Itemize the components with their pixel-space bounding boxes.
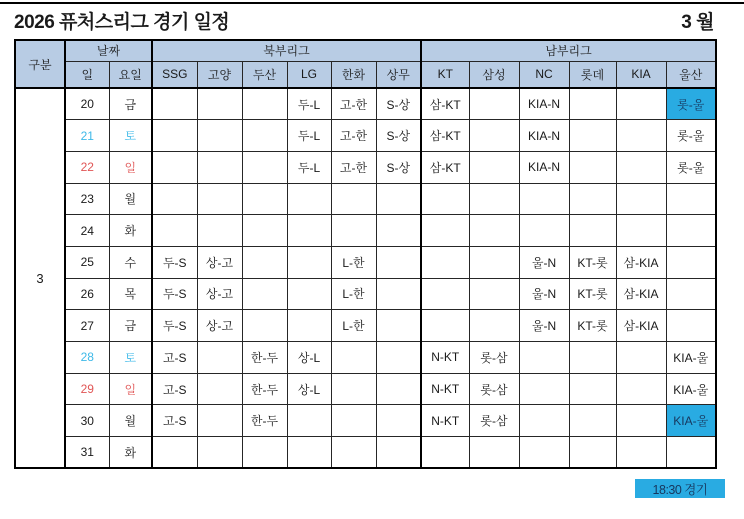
game-cell-SSG <box>152 437 197 469</box>
top-border-line <box>0 2 744 4</box>
game-cell-롯데 <box>569 437 616 469</box>
game-cell-상무 <box>376 278 421 310</box>
game-cell-LG <box>287 183 331 215</box>
game-cell-LG <box>287 278 331 310</box>
game-cell-두산: 한-두 <box>242 373 287 405</box>
game-cell-KT <box>421 437 469 469</box>
game-cell-SSG: 두-S <box>152 246 197 278</box>
day-cell: 26 <box>65 278 109 310</box>
game-cell-LG <box>287 310 331 342</box>
schedule-table-body <box>15 88 716 468</box>
game-cell-한화: L-한 <box>331 278 376 310</box>
game-cell-고양 <box>197 373 242 405</box>
sub-header-team-상무: 상무 <box>376 61 421 88</box>
weekday-cell: 수 <box>109 246 152 278</box>
game-cell-NC: 울-N <box>519 278 569 310</box>
game-cell-KT: 삼-KT <box>421 88 469 120</box>
game-cell-두산: 한-두 <box>242 405 287 437</box>
game-cell-롯데 <box>569 342 616 374</box>
game-cell-삼성: 롯-삼 <box>469 405 519 437</box>
schedule-row-25 <box>15 246 716 278</box>
game-cell-한화 <box>331 342 376 374</box>
game-cell-NC <box>519 183 569 215</box>
game-cell-상무 <box>376 405 421 437</box>
game-cell-LG: 상-L <box>287 342 331 374</box>
schedule-row-23 <box>15 183 716 215</box>
schedule-row-22 <box>15 151 716 183</box>
game-cell-NC: 울-N <box>519 246 569 278</box>
weekday-cell: 월 <box>109 405 152 437</box>
game-cell-롯데 <box>569 373 616 405</box>
game-cell-고양: 상-고 <box>197 246 242 278</box>
game-cell-SSG <box>152 151 197 183</box>
game-cell-KIA <box>616 151 666 183</box>
game-cell-삼성 <box>469 88 519 120</box>
schedule-row-24 <box>15 215 716 247</box>
game-cell-한화 <box>331 373 376 405</box>
day-cell: 28 <box>65 342 109 374</box>
game-cell-SSG: 고-S <box>152 342 197 374</box>
game-cell-고양 <box>197 183 242 215</box>
game-cell-한화: 고-한 <box>331 120 376 152</box>
sub-header-day: 일 <box>65 61 109 88</box>
game-cell-KIA <box>616 405 666 437</box>
day-cell: 25 <box>65 246 109 278</box>
game-cell-KIA: 삼-KIA <box>616 246 666 278</box>
game-cell-한화 <box>331 215 376 247</box>
game-cell-SSG <box>152 215 197 247</box>
game-cell-LG <box>287 215 331 247</box>
game-cell-두산 <box>242 246 287 278</box>
game-cell-NC <box>519 342 569 374</box>
header-gubun: 구분 <box>15 40 65 88</box>
game-cell-KIA <box>616 342 666 374</box>
game-cell-LG <box>287 246 331 278</box>
weekday-cell: 금 <box>109 88 152 120</box>
game-cell-울산: KIA-울 <box>666 342 716 374</box>
game-cell-롯데 <box>569 151 616 183</box>
day-cell: 22 <box>65 151 109 183</box>
header-north-league: 북부리그 <box>152 40 421 61</box>
sub-header-team-한화: 한화 <box>331 61 376 88</box>
day-cell: 23 <box>65 183 109 215</box>
game-cell-NC <box>519 215 569 247</box>
game-cell-두산 <box>242 437 287 469</box>
day-cell: 24 <box>65 215 109 247</box>
game-cell-삼성 <box>469 437 519 469</box>
game-cell-고양 <box>197 405 242 437</box>
game-cell-한화 <box>331 437 376 469</box>
schedule-row-21 <box>15 120 716 152</box>
game-cell-상무: S-상 <box>376 120 421 152</box>
game-cell-KT: 삼-KT <box>421 151 469 183</box>
game-cell-울산 <box>666 310 716 342</box>
game-cell-울산: 롯-울 <box>666 88 716 120</box>
game-cell-두산 <box>242 278 287 310</box>
game-cell-울산: 롯-울 <box>666 151 716 183</box>
schedule-row-29 <box>15 373 716 405</box>
game-cell-울산: 롯-울 <box>666 120 716 152</box>
game-cell-롯데 <box>569 183 616 215</box>
game-cell-삼성 <box>469 246 519 278</box>
game-cell-상무 <box>376 183 421 215</box>
game-cell-상무 <box>376 310 421 342</box>
game-cell-KT: N-KT <box>421 405 469 437</box>
game-cell-울산 <box>666 183 716 215</box>
game-cell-두산: 한-두 <box>242 342 287 374</box>
game-cell-상무 <box>376 373 421 405</box>
day-cell: 27 <box>65 310 109 342</box>
game-cell-LG <box>287 405 331 437</box>
game-cell-고양 <box>197 437 242 469</box>
game-cell-상무: S-상 <box>376 88 421 120</box>
day-cell: 30 <box>65 405 109 437</box>
game-cell-SSG: 고-S <box>152 405 197 437</box>
game-cell-삼성 <box>469 278 519 310</box>
game-cell-NC <box>519 437 569 469</box>
game-cell-NC: 울-N <box>519 310 569 342</box>
game-cell-울산 <box>666 215 716 247</box>
game-cell-NC: KIA-N <box>519 120 569 152</box>
weekday-cell: 화 <box>109 215 152 247</box>
game-cell-삼성 <box>469 183 519 215</box>
game-cell-두산 <box>242 88 287 120</box>
game-cell-삼성 <box>469 151 519 183</box>
game-cell-LG: 상-L <box>287 373 331 405</box>
game-cell-두산 <box>242 183 287 215</box>
game-cell-삼성 <box>469 120 519 152</box>
game-cell-KIA <box>616 373 666 405</box>
game-cell-KT <box>421 278 469 310</box>
game-cell-KIA: 삼-KIA <box>616 310 666 342</box>
game-cell-KT: N-KT <box>421 342 469 374</box>
game-cell-KIA <box>616 215 666 247</box>
game-cell-삼성 <box>469 215 519 247</box>
game-cell-울산: KIA-울 <box>666 373 716 405</box>
game-cell-한화 <box>331 405 376 437</box>
game-cell-울산 <box>666 246 716 278</box>
game-cell-롯데 <box>569 88 616 120</box>
game-cell-롯데: KT-롯 <box>569 278 616 310</box>
game-cell-고양 <box>197 342 242 374</box>
game-cell-두산 <box>242 215 287 247</box>
sub-header-weekday: 요일 <box>109 61 152 88</box>
sub-header-team-롯데: 롯데 <box>569 61 616 88</box>
game-cell-KT <box>421 183 469 215</box>
game-cell-롯데 <box>569 215 616 247</box>
sub-header-team-LG: LG <box>287 61 331 88</box>
game-cell-롯데 <box>569 405 616 437</box>
day-cell: 21 <box>65 120 109 152</box>
game-cell-고양 <box>197 215 242 247</box>
game-cell-울산 <box>666 437 716 469</box>
game-cell-SSG <box>152 183 197 215</box>
weekday-cell: 화 <box>109 437 152 469</box>
game-cell-울산: KIA-울 <box>666 405 716 437</box>
game-cell-KIA <box>616 88 666 120</box>
sub-header-team-울산: 울산 <box>666 61 716 88</box>
game-cell-KIA <box>616 183 666 215</box>
sub-header-row <box>15 61 716 88</box>
game-cell-롯데: KT-롯 <box>569 310 616 342</box>
game-cell-고양 <box>197 120 242 152</box>
title-bar <box>14 7 714 34</box>
schedule-row-27 <box>15 310 716 342</box>
game-cell-고양: 상-고 <box>197 278 242 310</box>
game-cell-한화: L-한 <box>331 246 376 278</box>
game-cell-두산 <box>242 151 287 183</box>
schedule-row-28 <box>15 342 716 374</box>
weekday-cell: 금 <box>109 310 152 342</box>
game-cell-KIA <box>616 437 666 469</box>
weekday-cell: 목 <box>109 278 152 310</box>
game-cell-삼성 <box>469 310 519 342</box>
game-cell-LG: 두-L <box>287 88 331 120</box>
game-cell-KIA: 삼-KIA <box>616 278 666 310</box>
game-cell-고양: 상-고 <box>197 310 242 342</box>
game-cell-롯데 <box>569 120 616 152</box>
game-cell-두산 <box>242 120 287 152</box>
game-cell-LG: 두-L <box>287 151 331 183</box>
game-time-badge: 18:30 경기 <box>635 479 725 498</box>
sub-header-team-고양: 고양 <box>197 61 242 88</box>
header-south-league: 남부리그 <box>421 40 716 61</box>
game-cell-고양 <box>197 151 242 183</box>
game-cell-삼성: 롯-삼 <box>469 342 519 374</box>
weekday-cell: 일 <box>109 151 152 183</box>
game-cell-한화: L-한 <box>331 310 376 342</box>
sub-header-team-NC: NC <box>519 61 569 88</box>
weekday-cell: 월 <box>109 183 152 215</box>
game-cell-한화 <box>331 183 376 215</box>
game-cell-SSG: 두-S <box>152 310 197 342</box>
game-cell-KT <box>421 310 469 342</box>
header-date: 날짜 <box>65 40 152 61</box>
sub-header-team-두산: 두산 <box>242 61 287 88</box>
schedule-row-20 <box>15 88 716 120</box>
game-cell-두산 <box>242 310 287 342</box>
schedule-table <box>14 39 717 469</box>
game-cell-SSG: 고-S <box>152 373 197 405</box>
game-cell-SSG <box>152 120 197 152</box>
game-cell-KT <box>421 215 469 247</box>
sub-header-team-KIA: KIA <box>616 61 666 88</box>
game-cell-한화: 고-한 <box>331 88 376 120</box>
game-cell-SSG <box>152 88 197 120</box>
month-label: 3 월 <box>681 12 714 33</box>
game-cell-상무 <box>376 342 421 374</box>
day-cell: 31 <box>65 437 109 469</box>
day-cell: 29 <box>65 373 109 405</box>
game-cell-롯데: KT-롯 <box>569 246 616 278</box>
game-cell-LG <box>287 437 331 469</box>
month-cell: 3 <box>15 88 65 468</box>
schedule-table-header <box>15 40 716 88</box>
game-cell-한화: 고-한 <box>331 151 376 183</box>
game-cell-NC: KIA-N <box>519 151 569 183</box>
game-cell-SSG: 두-S <box>152 278 197 310</box>
weekday-cell: 일 <box>109 373 152 405</box>
day-cell: 20 <box>65 88 109 120</box>
schedule-row-31 <box>15 437 716 469</box>
sub-header-team-SSG: SSG <box>152 61 197 88</box>
game-cell-울산 <box>666 278 716 310</box>
game-cell-삼성: 롯-삼 <box>469 373 519 405</box>
sub-header-team-삼성: 삼성 <box>469 61 519 88</box>
game-cell-상무 <box>376 215 421 247</box>
game-cell-NC <box>519 405 569 437</box>
game-cell-NC: KIA-N <box>519 88 569 120</box>
weekday-cell: 토 <box>109 120 152 152</box>
game-cell-LG: 두-L <box>287 120 331 152</box>
game-cell-고양 <box>197 88 242 120</box>
game-cell-KT: 삼-KT <box>421 120 469 152</box>
game-cell-상무: S-상 <box>376 151 421 183</box>
sub-header-team-KT: KT <box>421 61 469 88</box>
game-cell-상무 <box>376 246 421 278</box>
schedule-row-26 <box>15 278 716 310</box>
game-cell-KIA <box>616 120 666 152</box>
weekday-cell: 토 <box>109 342 152 374</box>
schedule-row-30 <box>15 405 716 437</box>
game-cell-KT <box>421 246 469 278</box>
game-cell-KT: N-KT <box>421 373 469 405</box>
game-cell-상무 <box>376 437 421 469</box>
group-header-row <box>15 40 716 61</box>
page-title: 2026 퓨처스리그 경기 일정 <box>14 12 230 33</box>
game-cell-NC <box>519 373 569 405</box>
